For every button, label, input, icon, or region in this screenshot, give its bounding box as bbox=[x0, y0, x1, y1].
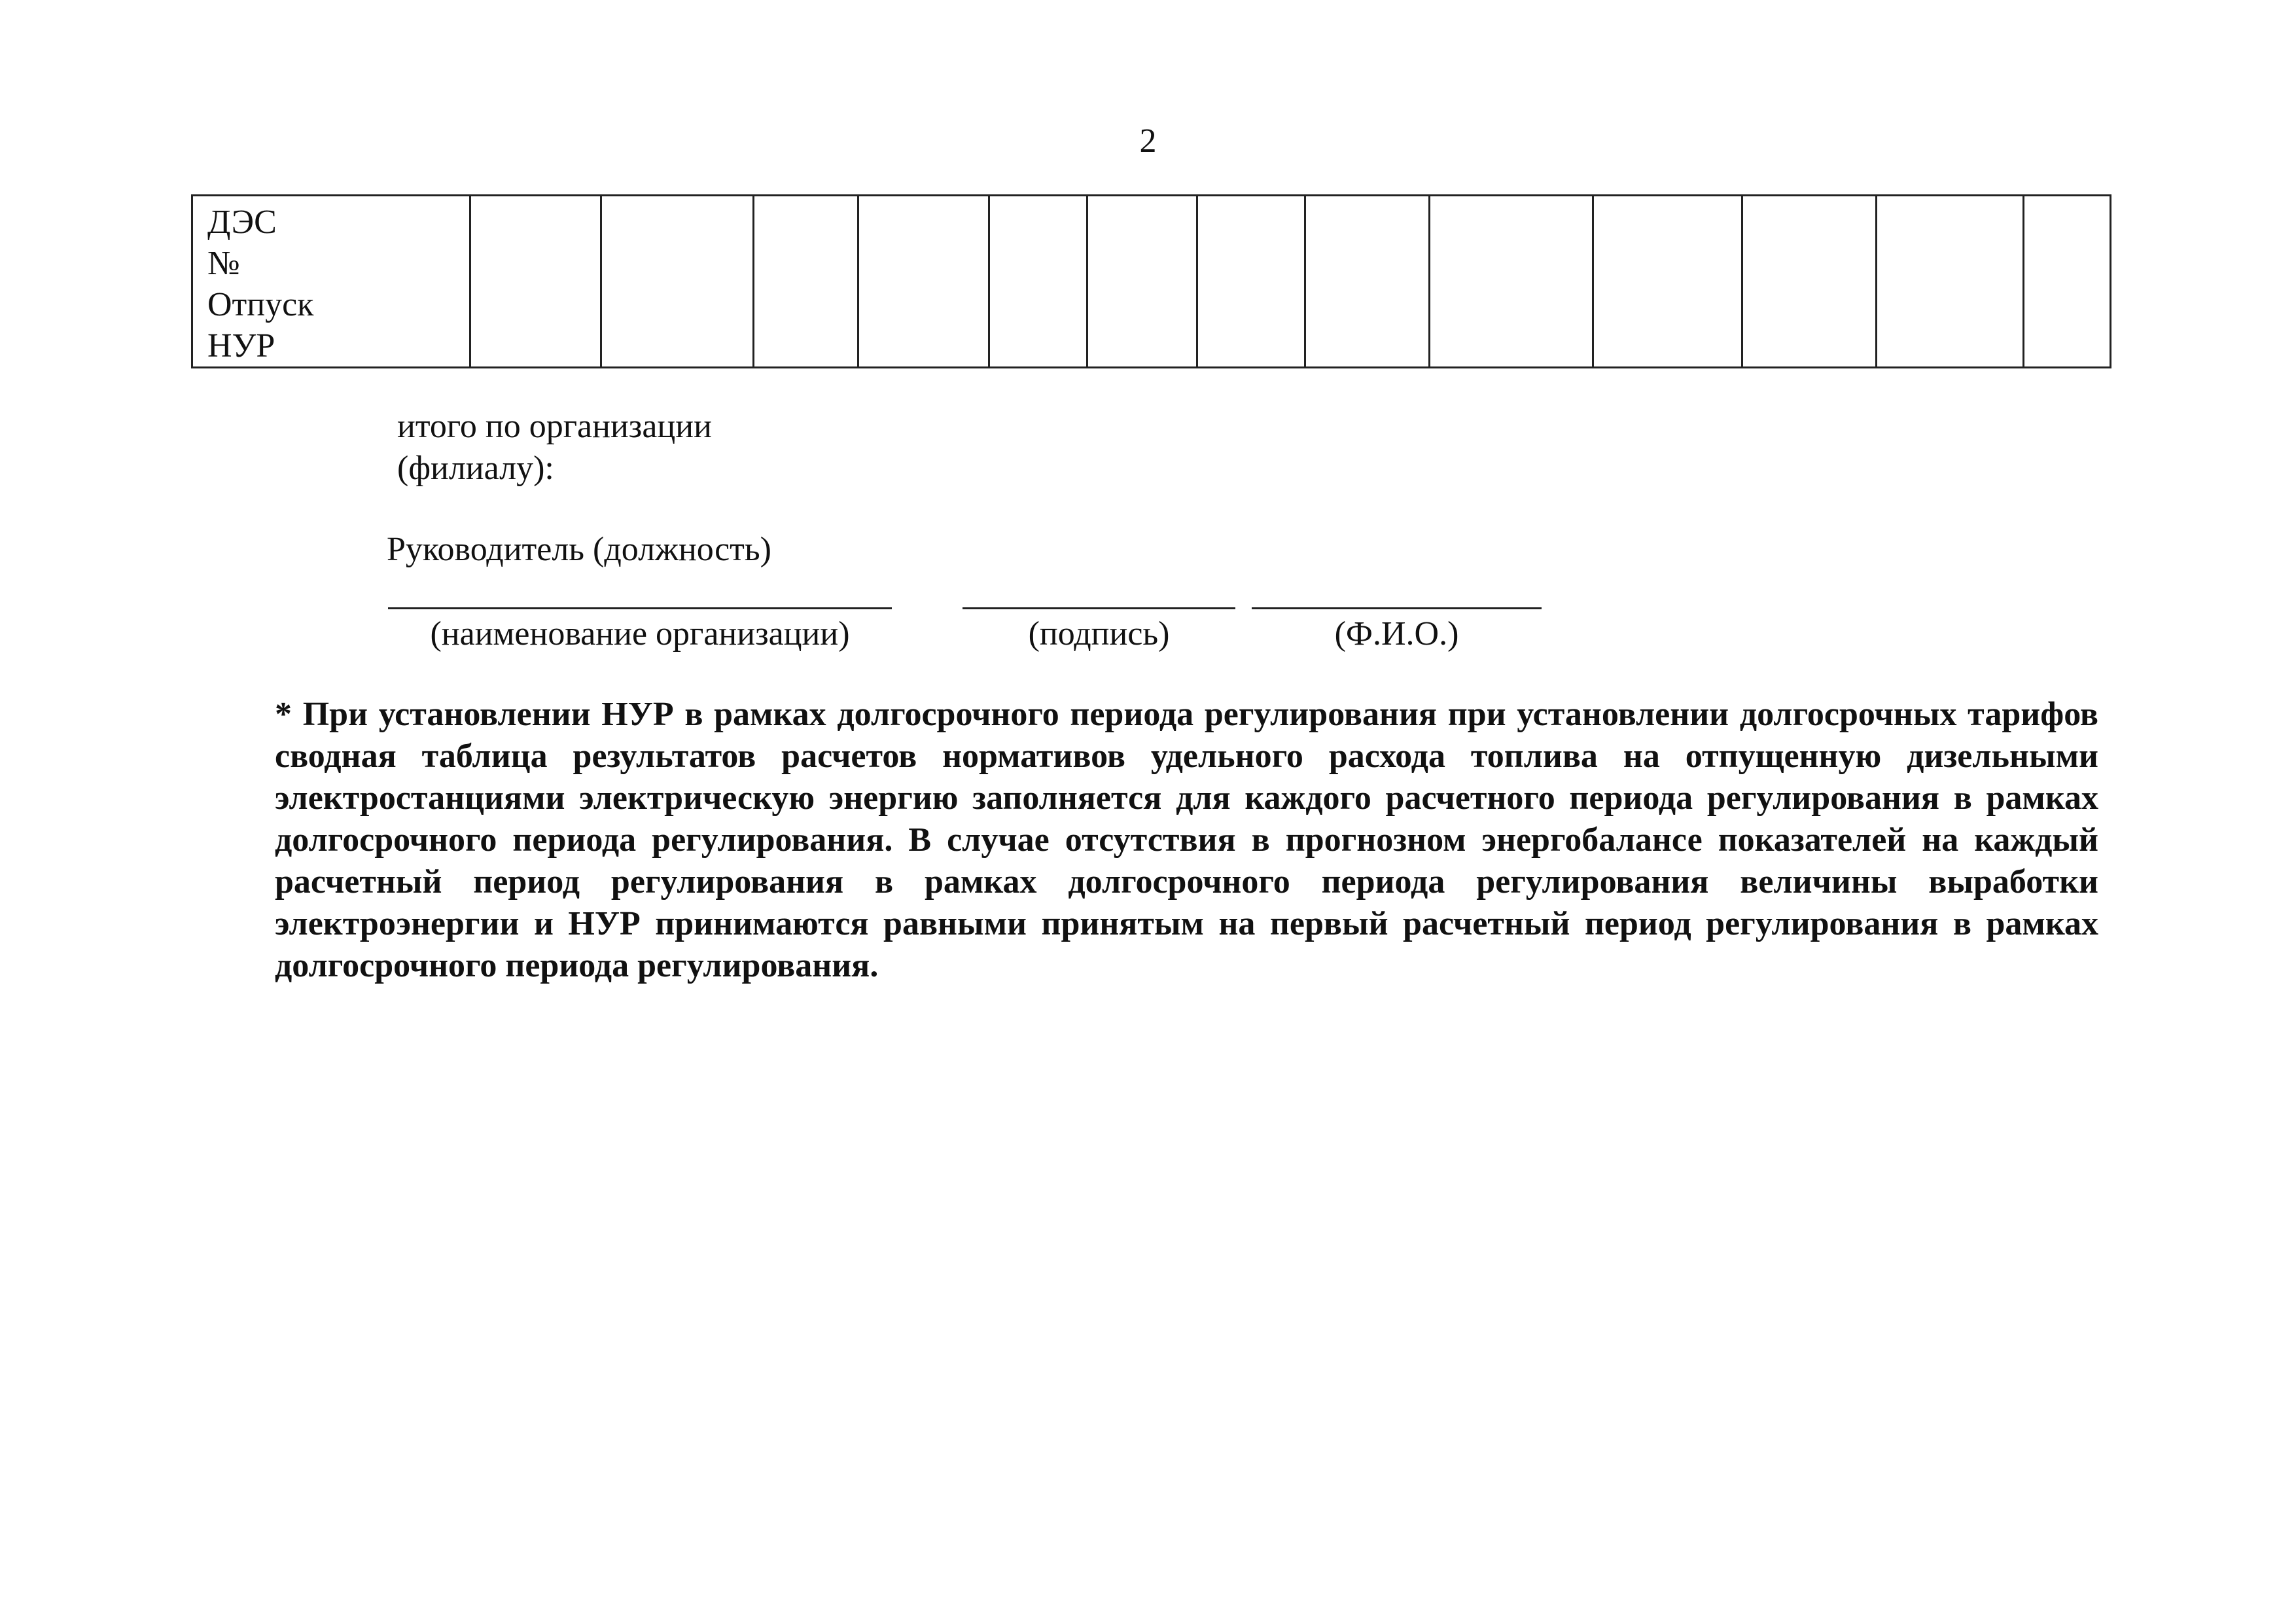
empty-cell[interactable] bbox=[1305, 196, 1430, 368]
empty-cell[interactable] bbox=[858, 196, 989, 368]
empty-cell[interactable] bbox=[470, 196, 601, 368]
organization-total bbox=[397, 406, 712, 490]
signature-label: (подпись) bbox=[1028, 615, 1170, 652]
organization-name-label: (наименование организации) bbox=[430, 615, 850, 652]
organization-signature-line[interactable] bbox=[388, 607, 892, 609]
name-signature-line[interactable] bbox=[1252, 607, 1542, 609]
total-label-line: итого по организации bbox=[397, 408, 712, 445]
table-row bbox=[192, 196, 2111, 368]
empty-cell[interactable] bbox=[2024, 196, 2111, 368]
empty-cell[interactable] bbox=[1087, 196, 1197, 368]
row-header-line: НУР bbox=[207, 327, 275, 365]
empty-cell[interactable] bbox=[601, 196, 754, 368]
empty-cell[interactable] bbox=[1742, 196, 1877, 368]
page-number: 2 bbox=[1139, 122, 1157, 160]
total-label-line: (филиалу): bbox=[397, 450, 554, 487]
empty-cell[interactable] bbox=[754, 196, 858, 368]
footnote: * При установлении НУР в рамках долгосрочного периода регулирования при установлении долгосрочных тарифов сводная таблица результатов расчетов нормативов удельного расхода топлива на отпущенную дизельными электростанциями электрическую энергию заполняется для каждого расчетного периода регулирования в рамках долгосрочного периода регулирования. В случае отсутствия в прогнозном энергобалансе показателей на каждый расчетный период регулирования в рамках долгосрочного периода регулирования величины выработки электроэнергии и НУР принимаются равными принятым на первый расчетный период регулирования в рамках долгосрочного периода регулирования. bbox=[275, 696, 2098, 984]
signature-line[interactable] bbox=[963, 607, 1235, 609]
empty-cell[interactable] bbox=[1877, 196, 2024, 368]
row-header-line: ДЭС bbox=[207, 204, 277, 241]
empty-cell[interactable] bbox=[1197, 196, 1305, 368]
full-name-label: (Ф.И.О.) bbox=[1334, 615, 1459, 652]
summary-table bbox=[191, 194, 2111, 368]
empty-cell[interactable] bbox=[989, 196, 1087, 368]
row-header-cell bbox=[192, 196, 470, 368]
empty-cell[interactable] bbox=[1593, 196, 1742, 368]
head-title: Руководитель (должность) bbox=[387, 531, 771, 568]
empty-cell[interactable] bbox=[1430, 196, 1593, 368]
row-header-line: Отпуск bbox=[207, 286, 314, 323]
row-header-line: № bbox=[207, 245, 240, 282]
